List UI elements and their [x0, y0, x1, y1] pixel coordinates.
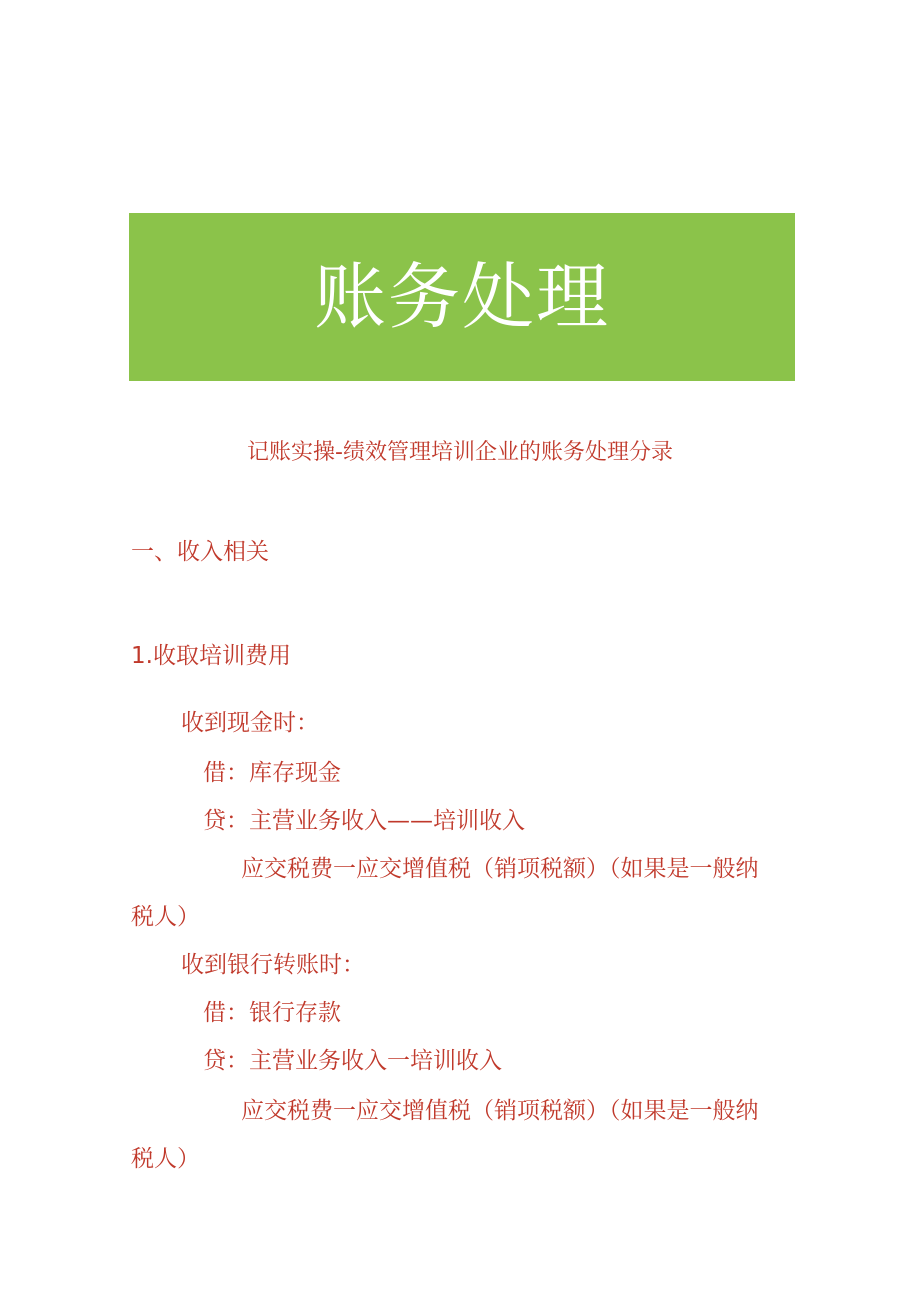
section-heading: 一、收入相关 [131, 539, 269, 565]
cash-debit-entry: 借：库存现金 [203, 760, 341, 786]
bank-credit-entry: 贷：主营业务收入一培训收入 [203, 1048, 502, 1074]
item-heading: 1.收取培训费用 [131, 643, 291, 669]
bank-tax-entry-line2: 税人） [131, 1146, 200, 1172]
cash-tax-entry-line2: 税人） [131, 904, 200, 930]
bank-label: 收到银行转账时： [181, 952, 365, 978]
cash-tax-entry-line1: 应交税费一应交增值税（销项税额）（如果是一般纳 [241, 856, 759, 882]
document-subtitle: 记账实操-绩效管理培训企业的账务处理分录 [247, 440, 673, 465]
cash-label: 收到现金时： [181, 710, 319, 736]
bank-tax-entry-line1: 应交税费一应交增值税（销项税额）（如果是一般纳 [241, 1098, 759, 1124]
bank-debit-entry: 借：银行存款 [203, 1000, 341, 1026]
cash-credit-entry: 贷：主营业务收入——培训收入 [203, 808, 525, 834]
banner-title: 账务处理 [313, 255, 610, 339]
title-banner [129, 213, 795, 381]
